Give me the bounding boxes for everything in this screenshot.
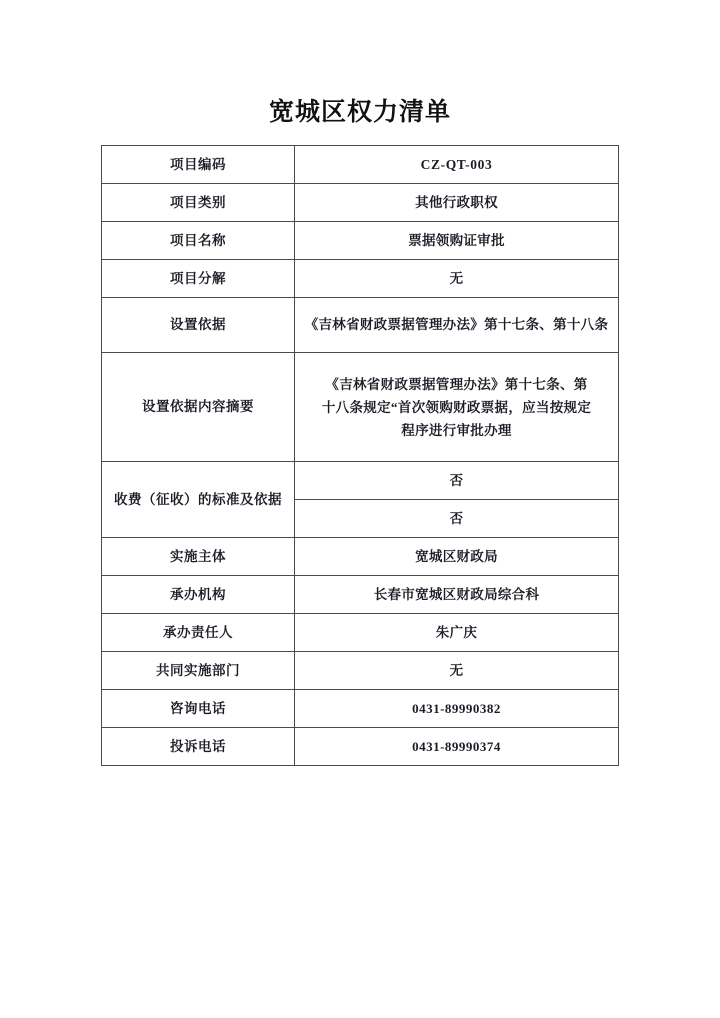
row-value-project-code: CZ-QT-003 (295, 146, 619, 184)
row-value-project-name: 票据领购证审批 (295, 222, 619, 260)
row-label-responsible-person: 承办责任人 (102, 614, 295, 652)
row-label-complaint-phone: 投诉电话 (102, 728, 295, 766)
row-label-basis-summary: 设置依据内容摘要 (102, 353, 295, 462)
row-label-joint-department: 共同实施部门 (102, 652, 295, 690)
row-value-basis-summary-cell (295, 353, 619, 462)
row-value-responsible-person: 朱广庆 (295, 614, 619, 652)
row-label-inquiry-phone: 咨询电话 (102, 690, 295, 728)
table-row (102, 690, 619, 728)
row-value-handling-agency: 长春市宽城区财政局综合科 (295, 576, 619, 614)
row-label-project-breakdown: 项目分解 (102, 260, 295, 298)
row-label-implementing-entity: 实施主体 (102, 538, 295, 576)
row-label-fee-standard: 收费（征收）的标准及依据 (102, 462, 295, 538)
row-value-inquiry-phone: 0431-89990382 (295, 690, 619, 728)
table-row (102, 614, 619, 652)
table-row (102, 184, 619, 222)
table-row (102, 462, 619, 500)
row-label-legal-basis: 设置依据 (102, 298, 295, 353)
page-title: 宽城区权力清单 (268, 99, 451, 126)
row-value-project-breakdown: 无 (295, 260, 619, 298)
power-list-table (101, 145, 619, 766)
table-row (102, 298, 619, 353)
table-row (102, 652, 619, 690)
basis-summary-text: 《吉林省财政票据管理办法》第十七条、第十八条规定“首次领购财政票据，应当按规定程序进行审批办理 (321, 376, 592, 438)
table-row (102, 538, 619, 576)
row-value-implementing-entity: 宽城区财政局 (295, 538, 619, 576)
table-row (102, 146, 619, 184)
table-row (102, 260, 619, 298)
row-label-project-code: 项目编码 (102, 146, 295, 184)
row-value-legal-basis: 《吉林省财政票据管理办法》第十七条、第十八条 (295, 298, 619, 353)
row-value-fee-standard-second: 否 (295, 500, 619, 538)
table-row (102, 353, 619, 462)
row-value-complaint-phone: 0431-89990374 (295, 728, 619, 766)
row-value-fee-standard-first: 否 (295, 462, 619, 500)
table-row (102, 728, 619, 766)
row-value-project-category: 其他行政职权 (295, 184, 619, 222)
table-row (102, 222, 619, 260)
row-label-project-name: 项目名称 (102, 222, 295, 260)
table-row (102, 576, 619, 614)
row-label-handling-agency: 承办机构 (102, 576, 295, 614)
row-label-project-category: 项目类别 (102, 184, 295, 222)
row-value-joint-department: 无 (295, 652, 619, 690)
